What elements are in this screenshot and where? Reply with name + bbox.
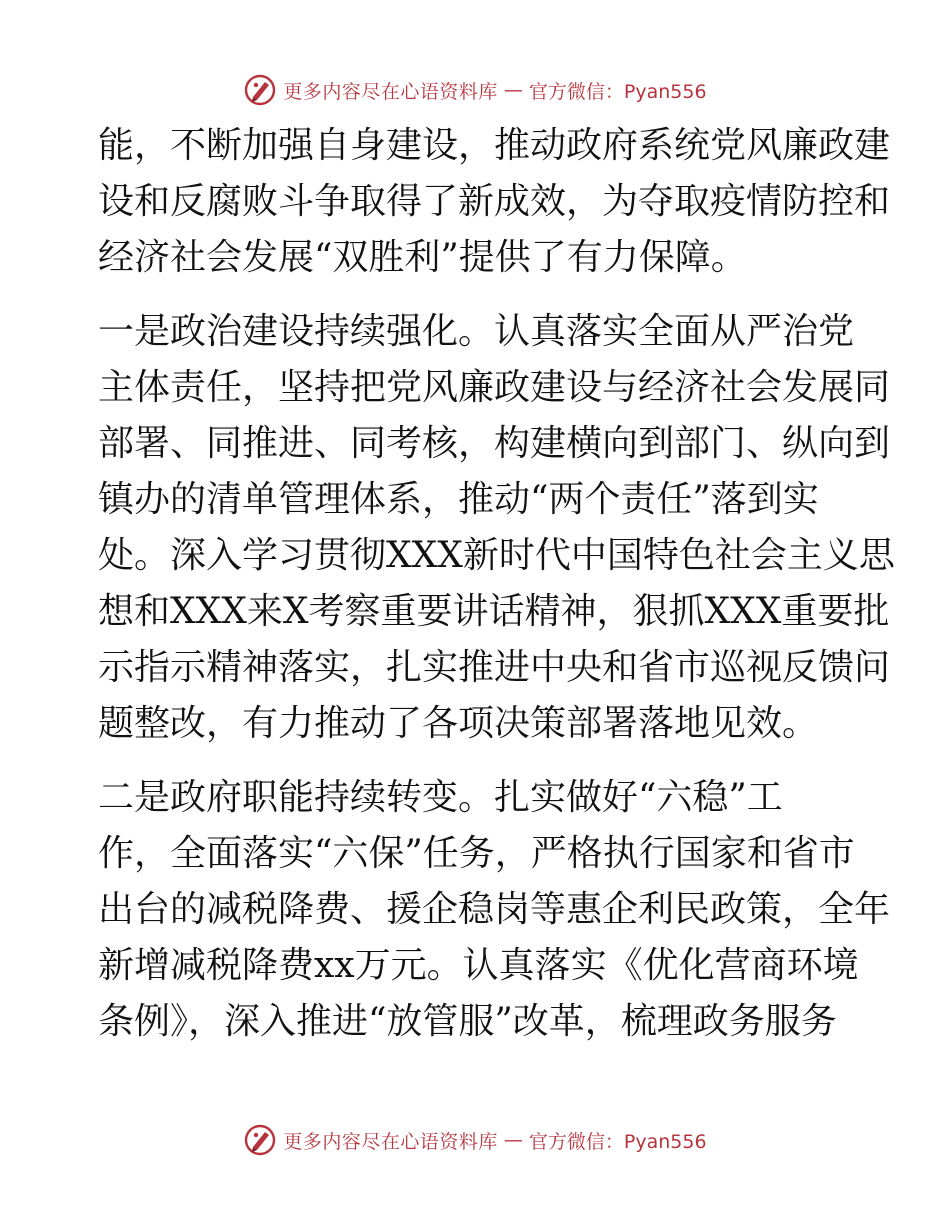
text-line: 主体责任，坚持把党风廉政建设与经济社会发展同 (98, 367, 891, 408)
paragraph-1 (98, 118, 891, 286)
text-line: 处。深入学习贯彻XXX新时代中国特色社会主义思 (98, 535, 895, 576)
document-body (98, 118, 895, 1050)
footer-watermark-wechat: 官方微信：Pyan556 (528, 1130, 707, 1153)
text-line: 出台的减税降费、援企稳岗等惠企利民政策，全年 (98, 889, 891, 930)
pen-logo-icon (243, 73, 277, 107)
footer-watermark-separator: — (503, 1129, 523, 1151)
text-line: 题整改，有力推动了各项决策部署落地见效。 (98, 703, 819, 744)
header-watermark-separator: — (503, 79, 523, 101)
footer-watermark-text: 更多内容尽在心语资料库 (283, 1130, 498, 1153)
text-line: 部署、同推进、同考核，构建横向到部门、纵向到 (98, 423, 891, 464)
header-watermark-text: 更多内容尽在心语资料库 (283, 80, 498, 103)
text-line: 示指示精神落实，扎实推进中央和省市巡视反馈问 (98, 647, 891, 688)
paragraph-spacer (98, 752, 858, 770)
text-line: 条例》，深入推进“放管服”改革，梳理政务服务 (98, 1001, 837, 1042)
text-line: 一是政治建设持续强化。认真落实全面从严治党 (98, 311, 855, 352)
paragraph-2 (98, 304, 895, 752)
text-line: 设和反腐败斗争取得了新成效，为夺取疫情防控和 (98, 181, 891, 222)
text-line: 能，不断加强自身建设，推动政府系统党风廉政建 (98, 125, 891, 166)
paragraph-spacer (98, 286, 858, 304)
text-line: 经济社会发展“双胜利”提供了有力保障。 (98, 237, 747, 278)
text-line: 作，全面落实“六保”任务，严格执行国家和省市 (98, 833, 855, 874)
header-watermark-wechat: 官方微信：Pyan556 (528, 80, 707, 103)
footer-watermark-banner (0, 1122, 950, 1158)
header-watermark-banner (0, 72, 950, 108)
pen-logo-icon (243, 1123, 277, 1157)
paragraph-3 (98, 770, 891, 1050)
text-line: 新增减税降费xx万元。认真落实《优化营商环境 (98, 945, 859, 986)
text-line: 想和XXX来X考察重要讲话精神，狠抓XXX重要批 (98, 591, 890, 632)
text-line: 镇办的清单管理体系，推动“两个责任”落到实 (98, 479, 819, 520)
text-line: 二是政府职能持续转变。扎实做好“六稳”工 (98, 777, 783, 818)
